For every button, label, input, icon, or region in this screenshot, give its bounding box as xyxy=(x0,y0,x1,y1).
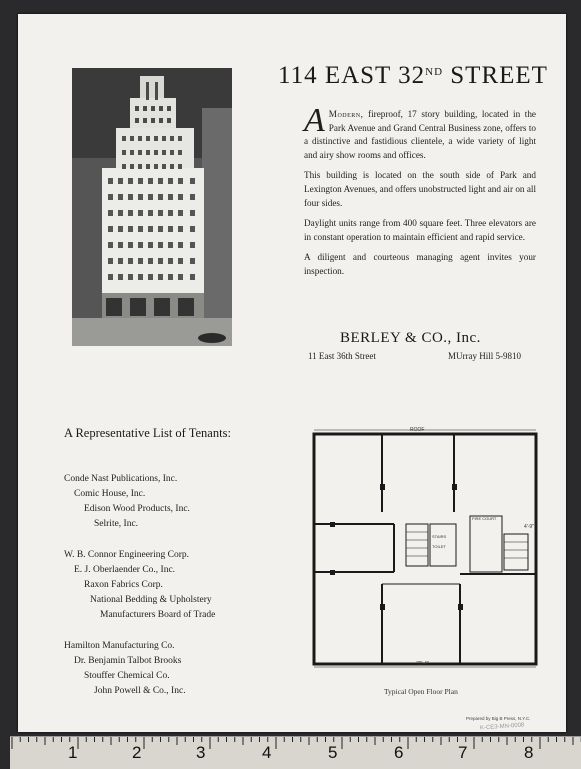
agent-name: BERLEY & CO., Inc. xyxy=(340,330,481,346)
plan-caption: Typical Open Floor Plan xyxy=(384,687,458,696)
title-main: 114 EAST 32 xyxy=(278,62,426,89)
ruler-number: 8 xyxy=(524,743,534,762)
plan-label-bottom: 78'-4" xyxy=(416,661,429,667)
intro-paragraph-4: A diligent and courteous managing agent invites your inspection. xyxy=(304,252,536,276)
tenant-item: Edison Wood Products, Inc. xyxy=(84,504,190,514)
title-end: STREET xyxy=(443,62,548,89)
plan-label-right: 4'-9" xyxy=(524,524,534,530)
intro-lead: Modern, xyxy=(328,109,364,119)
intro-paragraph-2: This building is located on the south side of Park and Lexington Avenues, and offers unobstructed light and air on all four sides. xyxy=(304,170,536,208)
tenant-item: Selrite, Inc. xyxy=(94,519,139,529)
printer-credit: Prepared by Big B Press, N.Y.C. xyxy=(466,716,531,721)
tenant-item: Dr. Benjamin Talbot Brooks xyxy=(74,656,182,666)
description xyxy=(304,102,536,286)
tenant-item: Comic House, Inc. xyxy=(74,489,146,499)
intro-paragraph-1 xyxy=(304,102,536,162)
ruler-number: 5 xyxy=(328,743,338,762)
ruler-number: 6 xyxy=(394,743,404,762)
plan-label-fire-court: FIRE COURT xyxy=(472,516,497,521)
tenant-item: Stouffer Chemical Co. xyxy=(84,671,170,681)
measuring-ruler xyxy=(10,736,581,769)
pencil-annotation: K-CE3-MN-0008 xyxy=(479,722,525,732)
ruler-number: 2 xyxy=(132,743,142,762)
plan-label-top: ROOF xyxy=(410,427,425,433)
tenant-item: John Powell & Co., Inc. xyxy=(94,686,186,696)
tenant-item: Hamilton Manufacturing Co. xyxy=(64,641,175,651)
page-title xyxy=(278,62,548,90)
intro-paragraph-3: Daylight units range from 400 square feet. Three elevators are in constant operation to maintain efficient and rapid service. xyxy=(304,218,536,242)
tenant-item: Raxon Fabrics Corp. xyxy=(84,580,163,590)
agent-phone: MUrray Hill 5-9810 xyxy=(448,351,521,361)
intro-p1-text: fireproof, 17 story building, located in the Park Avenue and Grand Central Business zone, offers to a distinctive and fastidious clientele, a wide variety of light and airy show rooms and offices. xyxy=(304,109,536,160)
ruler-number: 4 xyxy=(262,743,272,762)
plan-label-stairs: STAIRS xyxy=(432,534,447,539)
tenants-heading: A Representative List of Tenants: xyxy=(64,426,231,440)
tenant-item: Manufacturers Board of Trade xyxy=(100,610,216,620)
tenant-item: E. J. Oberlaender Co., Inc. xyxy=(74,565,176,575)
floor-plan xyxy=(310,424,542,668)
ruler-number: 7 xyxy=(458,743,468,762)
tenant-item: W. B. Connor Engineering Corp. xyxy=(64,550,189,560)
agent-address: 11 East 36th Street xyxy=(308,351,376,361)
building-photo xyxy=(72,68,232,346)
title-superscript: ND xyxy=(425,66,444,78)
plan-label-toilet: TOILET xyxy=(432,544,446,549)
ruler-number: 1 xyxy=(68,743,78,762)
drop-cap: A xyxy=(304,102,325,139)
tenant-item: Conde Nast Publications, Inc. xyxy=(64,474,178,484)
tenant-item: National Bedding & Upholstery xyxy=(90,595,212,605)
ruler-number: 3 xyxy=(196,743,206,762)
